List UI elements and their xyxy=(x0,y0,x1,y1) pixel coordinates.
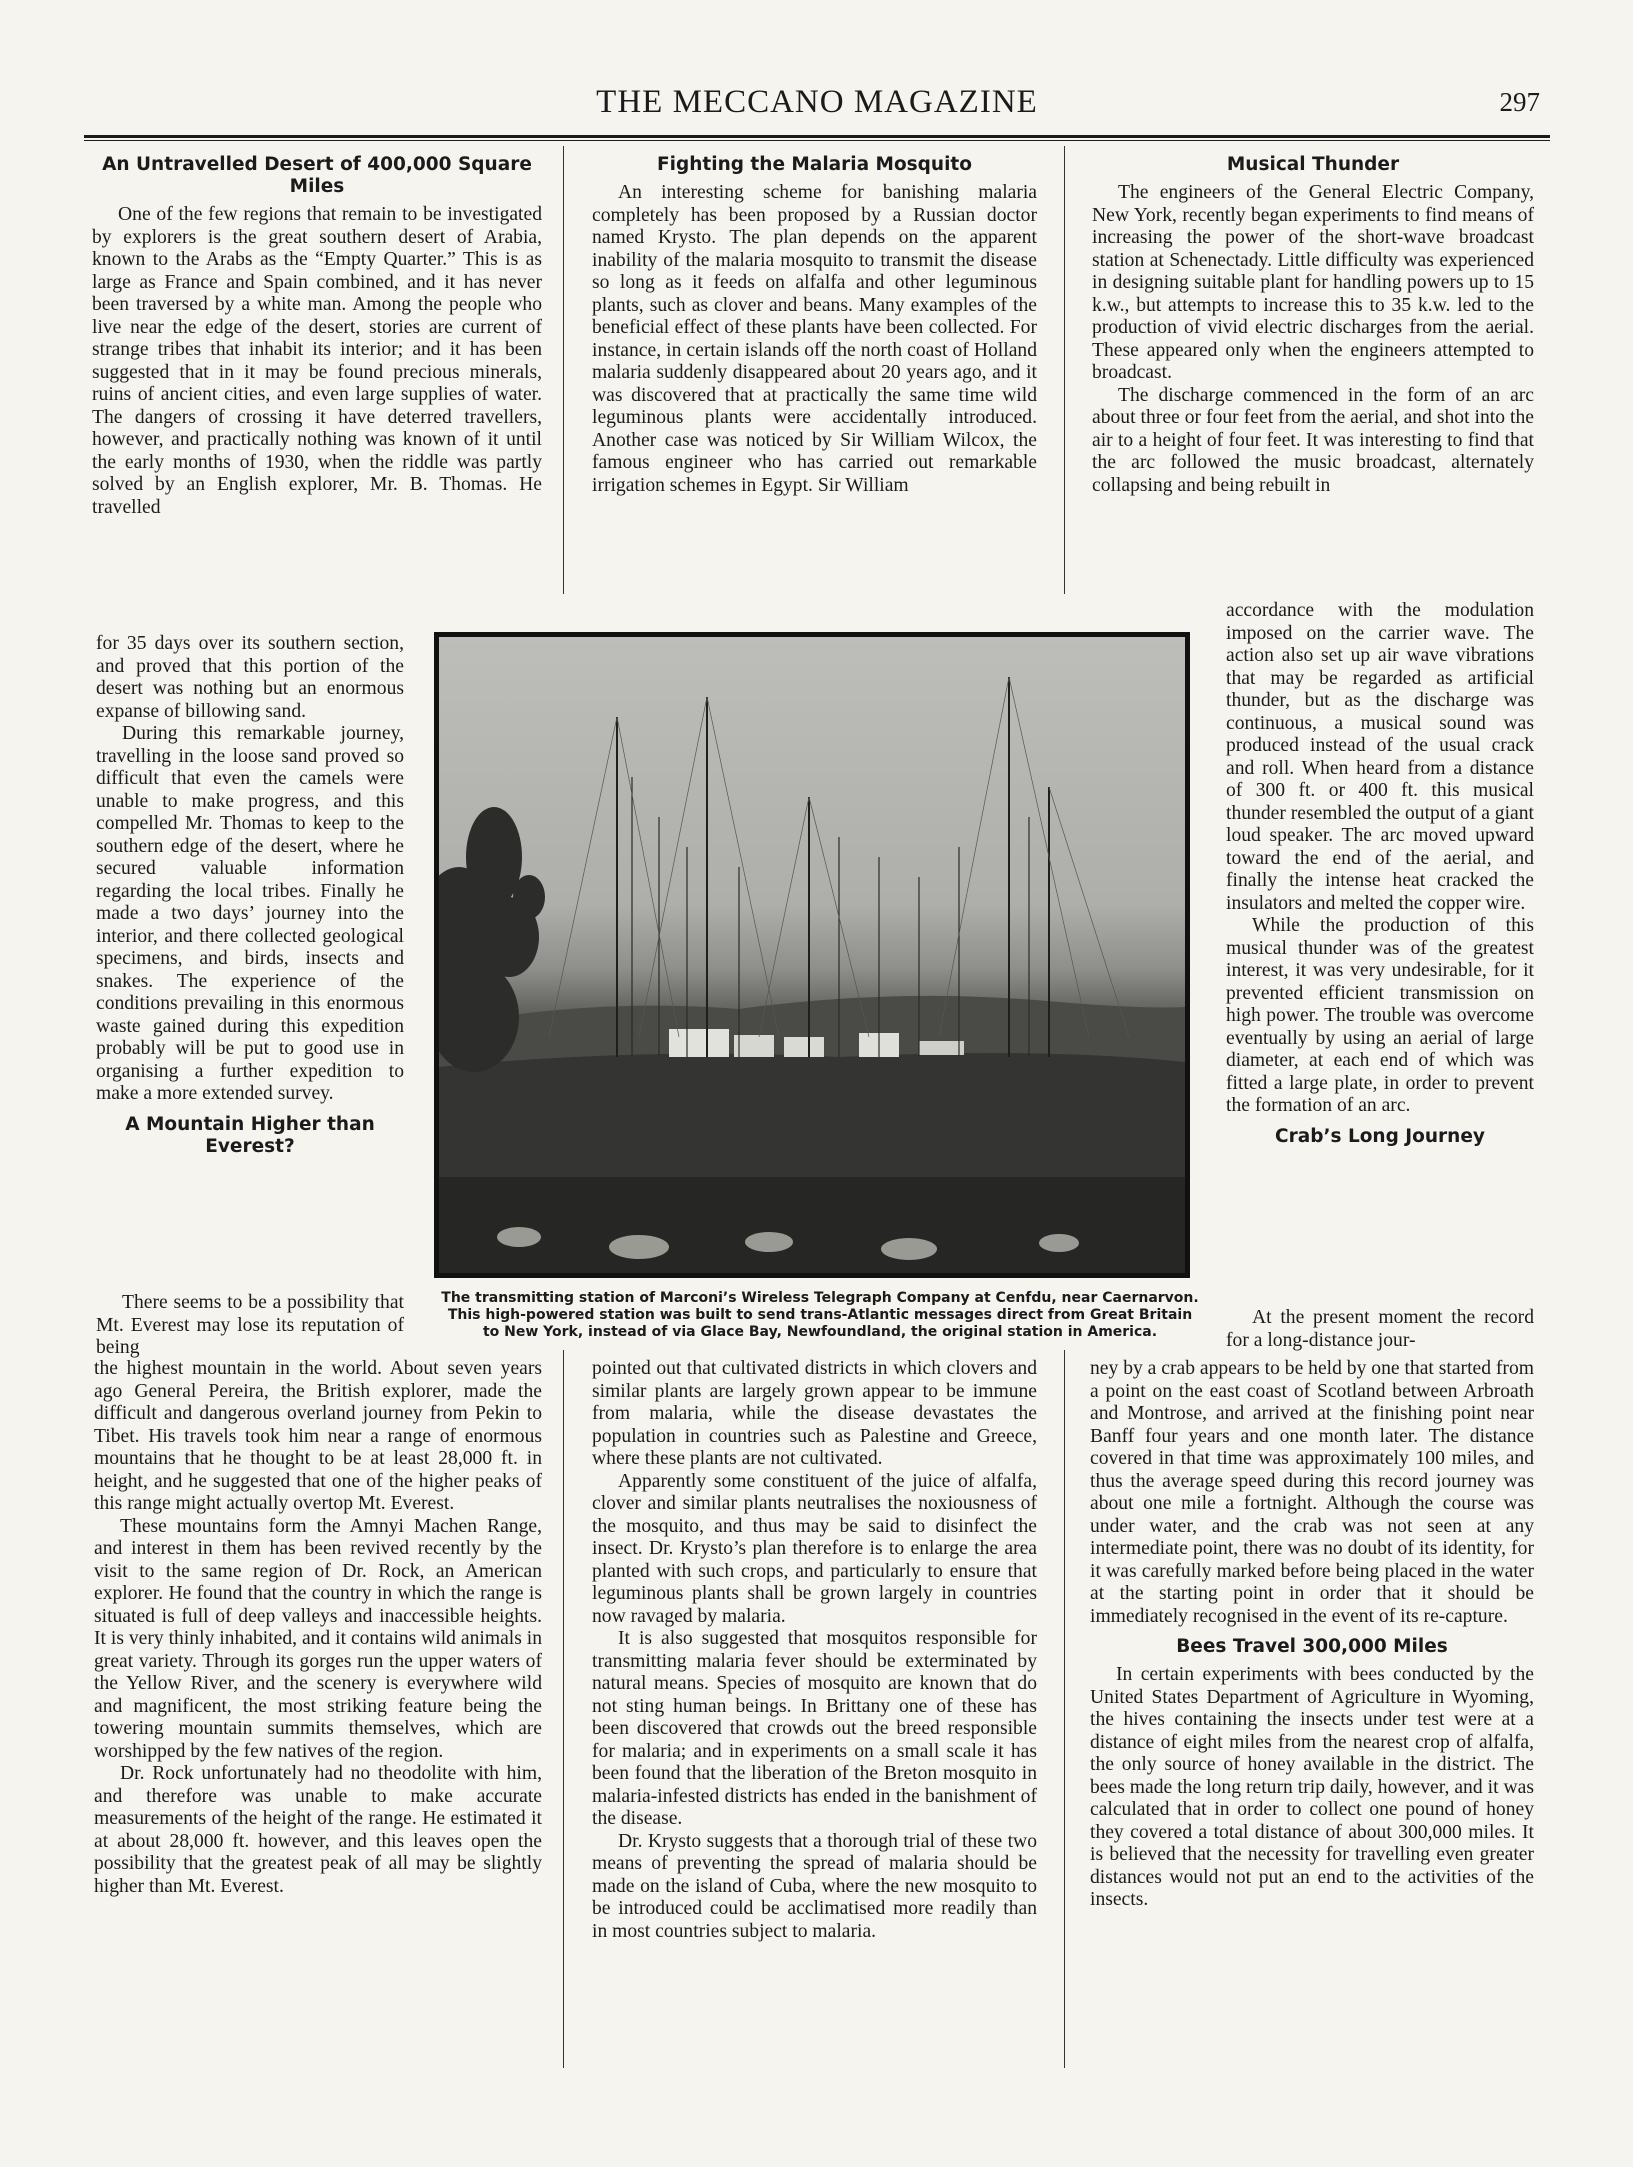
paragraph: Dr. Krysto suggests that a thorough trial of these two means of preventing the spread of malaria should be made on the island of Cuba, where the new mosquito to be introduced could be acclimatised more readily than in most countries subject to malaria. xyxy=(592,1830,1037,1942)
paragraph: accordance with the modulation imposed on the carrier wave. The action also set up air wave vibrations that may be regarded as artificial thunder, but as the discharge was continuous, a musical sound was produced instead of the usual crack and roll. When heard from a distance of 300 ft. or 400 ft. this musical thunder resembled the output of a giant loud speaker. The arc moved upward toward the end of the aerial, and finally the intense heat cracked the insulators and melted the copper wire. xyxy=(1226,600,1534,914)
paragraph: The engineers of the General Electric Company, New York, recently began experiments to find means of increasing the power of the short-wave broadcast station at Schenectady. Little difficulty was experienced in designing suitable plant for handling powers up to 15 k.w., but attempts to increase this to 35 k.w. led to the production of vivid electric discharges from the aerial. These appeared only when the engineers attempted to broadcast. xyxy=(1092,182,1534,383)
column-divider-left-top xyxy=(563,146,564,594)
article-desert xyxy=(92,154,542,519)
article-crab xyxy=(1090,1358,1534,1912)
photo-radio-station xyxy=(434,632,1190,1278)
paragraph: Apparently some constituent of the juice of alfalfa, clover and similar plants neutralises the noxiousness of the mosquito, and thus may be said to disinfect the insect. Dr. Krysto’s plan therefore is to enlarge the area planted with such crops, and particularly to ensure that leguminous plants shall be grown largely in countries now ravaged by malaria. xyxy=(592,1470,1037,1627)
paragraph: ney by a crab appears to be held by one that started from a point on the east coast of Scotland between Arbroath and Montrose, and arrived at the finishing point near Banff four years and one month later. The distance covered in that time was approximately 100 miles, and thus the average speed during this record journey was about one mile a fortnight. Although the course was under water, and the crab was not seen at any intermediate point, there was no doubt of its identity, for it was carefully marked before being placed in the water at the starting point in order that it should be immediately recognised in the event of its re-capture. xyxy=(1090,1358,1534,1627)
page-header xyxy=(84,82,1550,128)
column-divider-right-top xyxy=(1064,146,1065,594)
article-title: Fighting the Malaria Mosquito xyxy=(657,154,972,175)
paragraph: These mountains form the Amnyi Machen Range, and interest in them has been revived recently by the visit to the same region of Dr. Rock, an American explorer. He found that the country in which the range is situated is full of deep valleys and inaccessible heights. It is very thinly inhabited, and it contains wild animals in great variety. Through its gorges run the upper waters of the Yellow River, and the scenery is everywhere wild and magnificent, the most striking feature being the towering mountain summits themselves, which are worshipped by the few natives of the region. xyxy=(94,1515,542,1762)
caption-line: to New York, instead of via Glace Bay, Newfoundland, the original station in America. xyxy=(482,1324,1158,1340)
paragraph: It is also suggested that mosquitos responsible for transmitting malaria fever should be exterminated by natural means. Species of mosquito are known that do not sting human beings. In Brittany one of these has been discovered that crowds out the breed responsible for malaria; and in experiments on a small scale it has been found that the liberation of the Breton mosquito in malaria-infested districts has ended in the banishment of the disease. xyxy=(592,1628,1037,1829)
article-crab-start xyxy=(1226,1307,1534,1352)
article-everest-start xyxy=(96,1292,404,1360)
page-number: 297 xyxy=(1499,87,1540,117)
paragraph: There seems to be a possibility that Mt. Everest may lose its reputation of being xyxy=(96,1292,404,1358)
paragraph: During this remarkable journey, travelling in the loose sand proved so difficult that even the camels were unable to make progress, and this compelled Mr. Thomas to keep to the southern edge of the desert, where he secured valuable information regarding the local tribes. Finally he made a two days’ journey into the interior, and there collected geological specimens, and birds, insects and snakes. The experience of the conditions prevailing in this enormous waste gained during this expedition probably will be put to good use in organising a further expedition to make a more extended survey. xyxy=(96,723,404,1104)
article-thunder-continued xyxy=(1226,600,1534,1154)
paragraph: An interesting scheme for banishing malaria completely has been proposed by a Russian doctor named Krysto. The plan depends on the apparent inability of the malaria mosquito to transmit the disease so long as it feeds on alfalfa and other leguminous plants, such as clover and beans. Many examples of the beneficial effect of these plants have been collected. For instance, in certain islands off the north coast of Holland malaria suddenly disappeared about 20 years ago, and it was discovered that at practically the same time wild leguminous plants were accidentally introduced. Another case was noticed by Sir William Wilcox, the famous engineer who has carried out remarkable irrigation schemes in Egypt. Sir William xyxy=(592,182,1037,496)
paragraph: While the production of this musical thunder was of the greatest interest, it was very undesirable, for it prevented efficient transmission on high power. The trouble was overcome eventually by using an aerial of large diameter, at each end of which was fitted a large plate, in order to prevent the formation of an arc. xyxy=(1226,915,1534,1116)
article-title: A Mountain Higher than Everest? xyxy=(125,1113,375,1157)
caption-line: The transmitting station of Marconi’s Wireless Telegraph Company at Cenfdu, near Caernarvon. xyxy=(441,1290,1199,1306)
article-title: An Untravelled Desert of 400,000 Square Miles xyxy=(102,154,532,197)
paragraph: In certain experiments with bees conducted by the United States Department of Agriculture in Wyoming, the hives containing the insects under test were at a distance of eight miles from the nearest crop of alfalfa, the only source of honey available in the district. The bees made the long return trip daily, however, and it was calculated that in order to collect one pound of honey they covered a total distance of about 300,000 miles. It is believed that the necessity for travelling even greater distances would not put an end to the activities of the insects. xyxy=(1090,1664,1534,1910)
article-desert-continued xyxy=(96,633,404,1164)
paragraph: pointed out that cultivated districts in which clovers and similar plants are largely grown appear to be immune from malaria, while the disease devastates the population in countries such as Palestine and Greece, where these plants are not cultivated. xyxy=(592,1358,1037,1469)
article-title: Crab’s Long Journey xyxy=(1275,1125,1485,1147)
article-thunder xyxy=(1092,154,1534,497)
header-rule xyxy=(84,135,1550,138)
paragraph: The discharge commenced in the form of an arc about three or four feet from the aerial, and shot into the air to a height of four feet. It was interesting to find that the arc followed the music broadcast, alternately collapsing and being rebuilt in xyxy=(1092,384,1534,496)
article-title: Musical Thunder xyxy=(1226,154,1400,175)
column-divider-right-bottom xyxy=(1064,1350,1065,2068)
paragraph: the highest mountain in the world. About seven years ago General Pereira, the British explorer, made the difficult and dangerous overland journey from Pekin to Tibet. His travels took him near a range of enormous mountains that he thought to be at least 28,000 ft. in height, and he suggested that one of the higher peaks of this range might actually overtop Mt. Everest. xyxy=(94,1358,542,1514)
column-divider-left-bottom xyxy=(563,1350,564,2068)
masthead: THE MECCANO MAGAZINE xyxy=(596,84,1038,120)
article-title: Bees Travel 300,000 Miles xyxy=(1176,1636,1448,1657)
paragraph: One of the few regions that remain to be investigated by explorers is the great southern desert of Arabia, known to the Arabs as the “Empty Quarter.” This is as large as France and Spain combined, and it has never been traversed by a white man. Among the people who live near the edge of the desert, stories are current of strange tribes that inhabit its interior; and it has been suggested that in it may be found precious minerals, ruins of ancient cities, and even large supplies of water. The dangers of crossing it have deterred travellers, however, and practically nothing was known of it until the early months of 1930, when the riddle was partly solved by an English explorer, Mr. B. Thomas. He travelled xyxy=(92,204,542,518)
article-malaria xyxy=(592,154,1037,497)
paragraph: At the present moment the record for a long-distance jour- xyxy=(1226,1307,1534,1351)
paragraph: for 35 days over its southern section, and proved that this portion of the desert was nothing but an enormous expanse of billowing sand. xyxy=(96,633,404,722)
header-rule-thin xyxy=(84,140,1550,141)
paragraph: Dr. Rock unfortunately had no theodolite with him, and therefore was unable to make accurate measurements of the height of the range. He estimated it at about 28,000 ft. however, and this leaves open the possibility that the greatest peak of all may be slightly higher than Mt. Everest. xyxy=(94,1763,542,1897)
article-everest xyxy=(94,1358,542,1898)
photo-caption xyxy=(420,1290,1220,1341)
caption-line: This high-powered station was built to send trans-Atlantic messages direct from Great Britain xyxy=(447,1307,1193,1323)
article-malaria-continued xyxy=(592,1358,1037,1943)
radio-masts-image xyxy=(439,637,1185,1273)
